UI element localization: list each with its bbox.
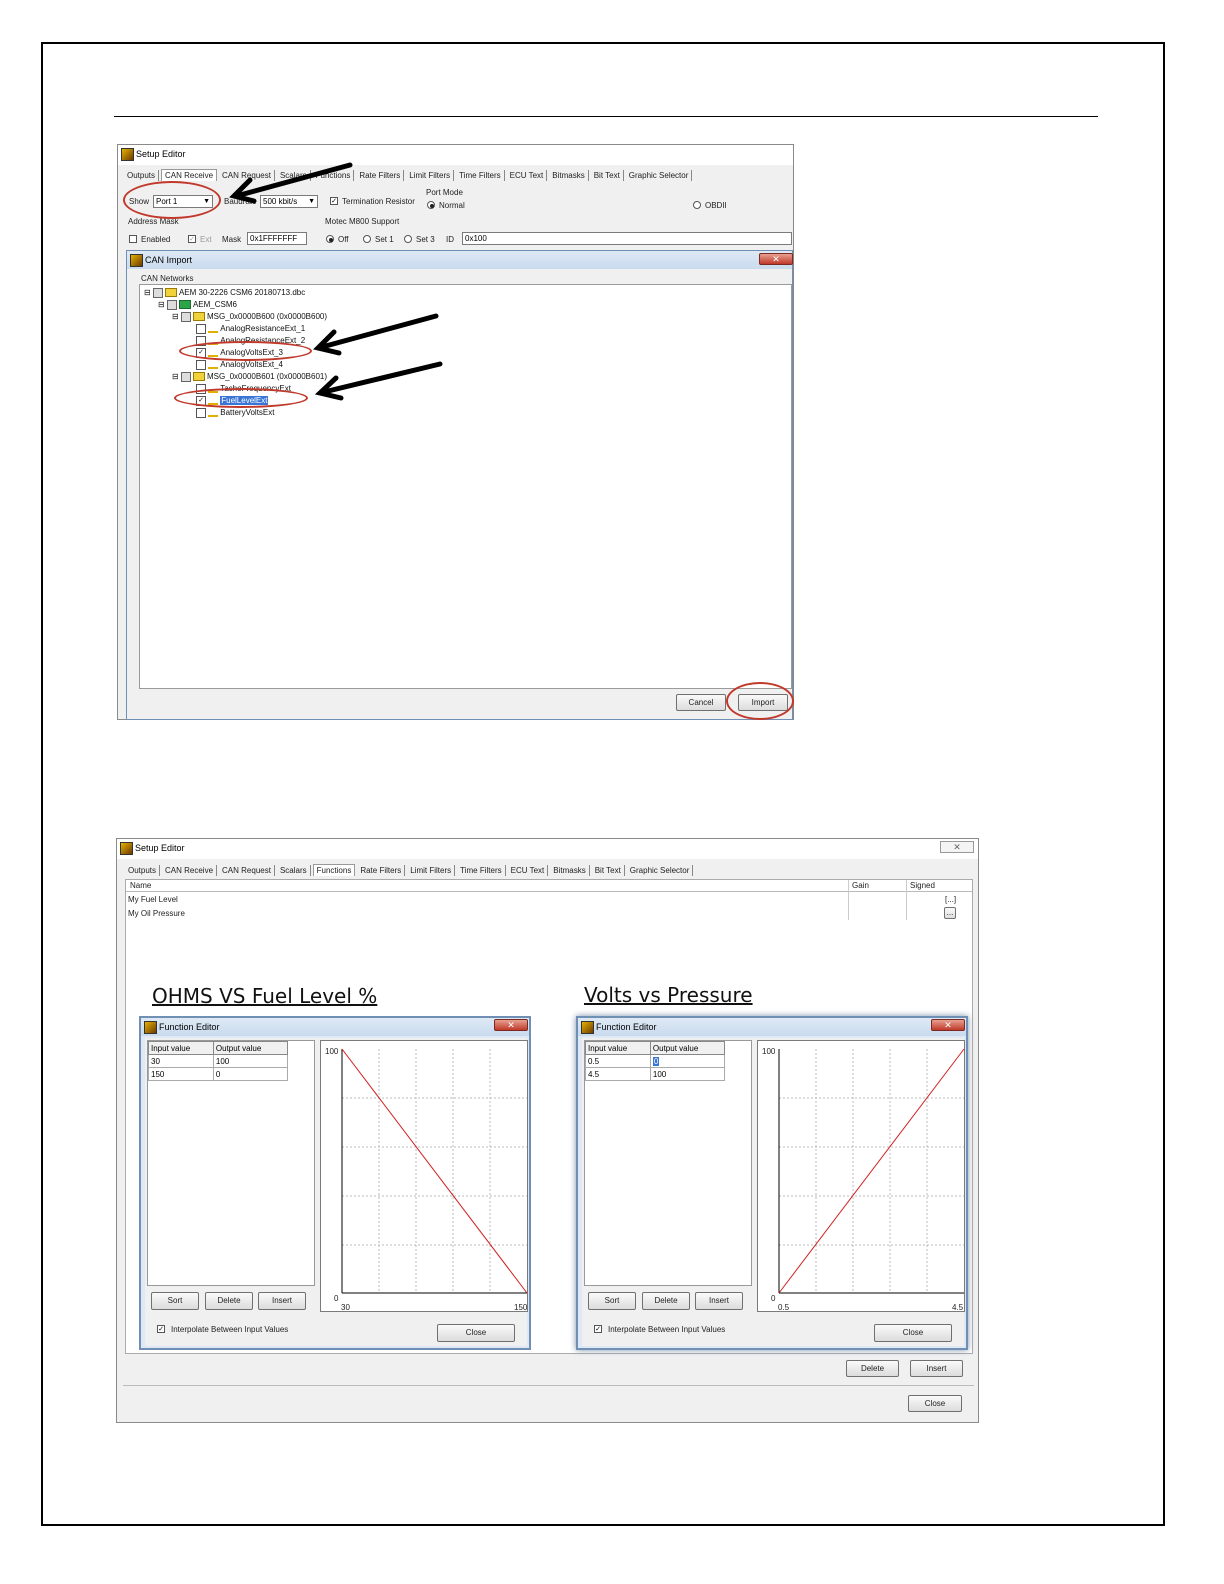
col-input-value: Input value	[586, 1042, 651, 1055]
app-icon	[581, 1021, 594, 1034]
root-label: AEM 30-2226 CSM6 20180713.dbc	[178, 288, 306, 297]
motec-label: Motec M800 Support	[325, 217, 400, 226]
cancel-button[interactable]: Cancel	[676, 694, 726, 711]
close-icon[interactable]: ✕	[940, 841, 974, 853]
ext-label: Ext	[200, 235, 212, 244]
function-editor-title: Function Editor	[159, 1022, 220, 1032]
annotation-arrows	[0, 0, 1224, 760]
col-output-value: Output value	[650, 1042, 724, 1055]
tab-rate-filters[interactable]: Rate Filters	[356, 170, 404, 181]
collapse-icon: ⊟	[172, 372, 179, 381]
close-button[interactable]: ✕	[931, 1019, 965, 1031]
tab-can-request[interactable]: CAN Request	[219, 170, 275, 181]
delete-button[interactable]: Delete	[205, 1292, 253, 1310]
x-min-label: 0.5	[778, 1303, 790, 1312]
termination-label: Termination Resistor	[342, 197, 415, 206]
window-title: Setup Editor	[136, 149, 186, 159]
app-icon	[120, 842, 133, 855]
tab-functions[interactable]: Functions	[313, 864, 356, 876]
address-mask-label: Address Mask	[128, 217, 179, 226]
col-output-value: Output value	[213, 1042, 287, 1055]
app-icon	[144, 1021, 157, 1034]
collapse-icon: ⊟	[158, 300, 165, 309]
editor-body	[582, 1038, 964, 1346]
msg1-label: MSG_0x0000B600 (0x0000B600)	[206, 312, 328, 321]
close-button[interactable]: Close	[908, 1395, 962, 1412]
signal-checkbox[interactable]: ✓	[196, 348, 206, 358]
interpolate-label: Interpolate Between Input Values	[171, 1325, 289, 1334]
y-max-label: 100	[762, 1047, 776, 1056]
column-name[interactable]: Name	[130, 881, 152, 890]
signal-label: AnalogResistanceExt_1	[220, 324, 306, 333]
column-signed[interactable]: Signed	[910, 881, 935, 890]
tab-bitmasks[interactable]: Bitmasks	[550, 865, 589, 876]
signal-label: AnalogVoltsExt_3	[220, 348, 283, 357]
insert-button[interactable]: Insert	[258, 1292, 306, 1310]
tab-bitmasks[interactable]: Bitmasks	[549, 170, 588, 181]
output-cell-selected: 0	[653, 1056, 659, 1066]
edit-function-button[interactable]: [...]	[945, 895, 957, 904]
tab-bit-text[interactable]: Bit Text	[591, 170, 624, 181]
id-label: ID	[446, 235, 454, 244]
tab-outputs[interactable]: Outputs	[124, 170, 159, 181]
baudrate-label: Baudrate	[224, 197, 257, 206]
tab-ecu-text[interactable]: ECU Text	[508, 865, 549, 876]
id-input[interactable]: 0x100	[462, 232, 792, 245]
signal-label: BatteryVoltsExt	[220, 408, 275, 417]
function-curve	[779, 1049, 964, 1293]
insert-button[interactable]: Insert	[910, 1360, 963, 1377]
sort-button[interactable]: Sort	[588, 1292, 636, 1310]
delete-button[interactable]: Delete	[642, 1292, 690, 1310]
function-plot	[320, 1040, 528, 1312]
interpolate-label: Interpolate Between Input Values	[608, 1325, 726, 1334]
header-divider	[126, 891, 972, 892]
column-gain[interactable]: Gain	[852, 881, 869, 890]
mask-label: Mask	[222, 235, 242, 244]
table-row[interactable]: My Fuel Level	[128, 895, 178, 904]
port-mode-label: Port Mode	[426, 188, 463, 197]
col-input-value: Input value	[149, 1042, 214, 1055]
enabled-label: Enabled	[141, 235, 171, 244]
function-editor-left	[139, 1016, 531, 1350]
interpolate-checkbox[interactable]: ✓	[158, 1326, 164, 1333]
device-label: AEM_CSM6	[192, 300, 237, 309]
tab-functions[interactable]: Functions	[313, 170, 355, 181]
values-grid	[585, 1041, 725, 1081]
x-max-label: 150	[514, 1303, 528, 1312]
tab-graphic-selector[interactable]: Graphic Selector	[626, 170, 693, 181]
motec-off-label: Off	[338, 235, 349, 244]
termination-checkbox[interactable]: ✓	[331, 198, 337, 205]
tab-outputs[interactable]: Outputs	[125, 865, 160, 876]
y-max-label: 100	[325, 1047, 339, 1056]
column-divider	[906, 880, 907, 920]
can-import-title: CAN Import	[145, 255, 193, 265]
port-mode-normal-label: Normal	[439, 201, 465, 210]
signal-checkbox[interactable]: ✓	[196, 396, 206, 406]
import-button[interactable]: Import	[738, 694, 788, 711]
function-plot	[757, 1040, 965, 1312]
window-title: Setup Editor	[135, 843, 185, 853]
table-row[interactable]: My Oil Pressure	[128, 909, 185, 918]
tab-can-request[interactable]: CAN Request	[219, 865, 275, 876]
close-button[interactable]: ✕	[494, 1019, 528, 1031]
msg2-label: MSG_0x0000B601 (0x0000B601)	[206, 372, 328, 381]
close-button[interactable]: Close	[437, 1324, 515, 1342]
mask-input[interactable]: 0x1FFFFFFF	[247, 232, 307, 245]
heading-ohms-vs-fuel-level: OHMS VS Fuel Level %	[152, 984, 378, 1008]
tab-strip	[125, 864, 695, 876]
insert-button[interactable]: Insert	[695, 1292, 743, 1310]
tab-rate-filters[interactable]: Rate Filters	[357, 865, 405, 876]
values-grid	[148, 1041, 288, 1081]
input-cell[interactable]: 4.5	[586, 1068, 651, 1081]
output-cell[interactable]: 100	[650, 1068, 724, 1081]
delete-button[interactable]: Delete	[846, 1360, 899, 1377]
output-cell[interactable]: 100	[213, 1055, 287, 1068]
motec-set3-label: Set 3	[416, 235, 435, 244]
function-curve	[342, 1049, 527, 1293]
input-cell[interactable]: 0.5	[586, 1055, 651, 1068]
signal-label: TachoFrequencyExt	[220, 384, 291, 393]
heading-volts-vs-pressure: Volts vs Pressure	[584, 983, 753, 1007]
title-bar	[578, 1018, 966, 1036]
signal-label: AnalogVoltsExt_4	[220, 360, 283, 369]
interpolate-checkbox[interactable]: ✓	[595, 1326, 601, 1333]
chevron-down-icon: ▼	[308, 198, 315, 205]
tab-time-filters[interactable]: Time Filters	[456, 170, 504, 181]
output-cell[interactable]	[650, 1055, 724, 1068]
ext-checkbox[interactable]: ✓	[189, 236, 195, 243]
y-min-label: 0	[334, 1294, 339, 1303]
collapse-icon: ⊟	[144, 288, 151, 297]
tab-graphic-selector[interactable]: Graphic Selector	[627, 865, 694, 876]
edit-function-button[interactable]: ...	[944, 907, 956, 919]
column-divider	[848, 880, 849, 920]
input-cell[interactable]: 30	[149, 1055, 214, 1068]
title-bar	[141, 1018, 529, 1036]
close-button[interactable]: Close	[874, 1324, 952, 1342]
plot-svg	[321, 1041, 529, 1313]
tab-bit-text[interactable]: Bit Text	[592, 865, 625, 876]
y-min-label: 0	[771, 1294, 776, 1303]
tab-ecu-text[interactable]: ECU Text	[507, 170, 548, 181]
chevron-down-icon: ▼	[203, 198, 210, 205]
x-min-label: 30	[341, 1303, 350, 1312]
function-editor-title: Function Editor	[596, 1022, 657, 1032]
output-cell[interactable]: 0	[213, 1068, 287, 1081]
sort-button[interactable]: Sort	[151, 1292, 199, 1310]
signal-label: FuelLevelExt	[221, 396, 268, 405]
show-label: Show	[129, 197, 150, 206]
tab-scalars[interactable]: Scalars	[277, 865, 311, 876]
value-table	[584, 1040, 752, 1286]
tab-time-filters[interactable]: Time Filters	[457, 865, 505, 876]
divider	[123, 1385, 974, 1386]
port-mode-obdii-label: OBDII	[705, 201, 727, 210]
can-networks-label: CAN Networks	[141, 274, 194, 283]
editor-body	[145, 1038, 527, 1346]
motec-set1-label: Set 1	[375, 235, 394, 244]
function-editor-right	[576, 1016, 968, 1350]
title-bar	[117, 839, 978, 859]
tab-limit-filters[interactable]: Limit Filters	[407, 865, 455, 876]
input-cell[interactable]: 150	[149, 1068, 214, 1081]
tab-can-receive[interactable]: CAN Receive	[161, 169, 217, 181]
signal-label: AnalogResistanceExt_2	[220, 336, 306, 345]
show-value: Port 1	[156, 197, 178, 206]
tab-scalars[interactable]: Scalars	[277, 170, 311, 181]
value-table	[147, 1040, 315, 1286]
baudrate-value: 500 kbit/s	[263, 197, 298, 206]
close-button[interactable]: ✕	[759, 253, 793, 265]
collapse-icon: ⊟	[172, 312, 179, 321]
tab-can-receive[interactable]: CAN Receive	[162, 865, 217, 876]
tab-limit-filters[interactable]: Limit Filters	[406, 170, 454, 181]
plot-svg	[758, 1041, 966, 1313]
x-max-label: 4.5	[952, 1303, 964, 1312]
